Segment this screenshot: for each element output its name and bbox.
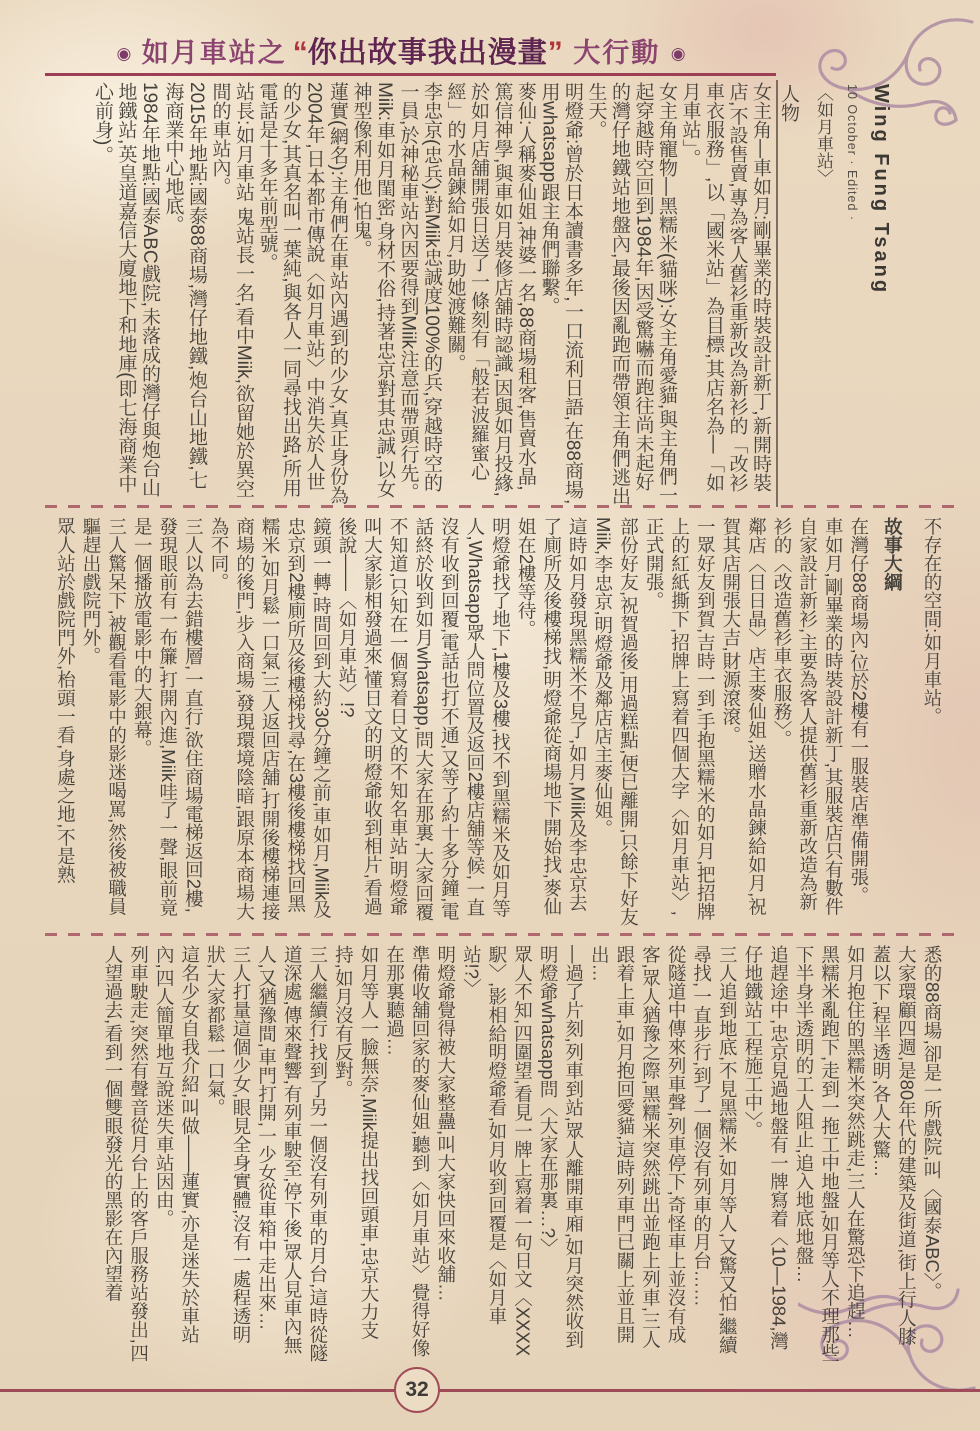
paragraph: 眾人不知,四圍望,看見一牌上寫着一句日文〈XXXX駅〉,影相給明燈爺看,如月收到回覆是〈如月車站!?〉	[461, 945, 534, 1357]
title-suffix: 大行動	[573, 38, 661, 68]
paragraph: 鏡頭一轉,時間回到大約30分鐘之前,車如月,Miik及忠京到2樓廁所及後樓梯找尋,在3樓後樓梯找回黑糯米,如月鬆一口氣,三人返回店舖,打開後樓梯連接商場的後門,步入商場,發現環境陰暗,跟原本商場大為不同。	[208, 517, 333, 921]
paragraph: 三人繼續行,找到了另一個沒有列車的月台,這時從隧道深處,傳來聲響,有列車駛至,停下後,眾人見車內無人,又猶豫間,車門打開,一少女從車箱中走出來…	[256, 945, 329, 1363]
paragraph: 女主角寵物—黑糯米(貓咪):女主角愛貓,與主角們一起穿越時空回到1984年,因受驚嚇而跑往尚未起好的灣仔地鐵站地盤內,最後因亂跑而帶領主角們逃出生天。	[585, 82, 677, 506]
title-bullet-right-icon: ◉	[670, 44, 686, 63]
author-name: Wing Fung Tsang	[870, 84, 892, 296]
paragraph: 鄰店〈日日晶〉店主麥仙姐,送贈水晶鍊給如月,祝賀其店開張大吉,財源滾滾。	[720, 517, 768, 916]
paragraph: 黑糯米亂跑下,走到一拖工中地盤,如月等人不理那些下半身半透明的工人阻止,追入地底地盤…	[794, 945, 841, 1363]
paragraph: 如月等人一臉無奈,Miik提出找回頭車,忠京大力支持,如月沒有反對。	[333, 945, 380, 1340]
paragraph: 車如月,剛畢業的時裝設計新丁,其服裝店只有數件自家設計新衫,主要為客人提供舊衫重新改造為新衫的〈改造舊衫車衣服務〉。	[772, 517, 845, 916]
title-quoted-text: 你出故事我出漫畫	[307, 37, 548, 69]
paragraph: 如月抱住的黑糯米突然跳走,三人在驚恐下追趕…	[845, 945, 867, 1339]
section-divider	[45, 933, 957, 936]
page-number: 32	[394, 1367, 440, 1413]
paragraph: 追趕途中,忠京見過地盤有一牌寫着〈10—1984,灣仔地鐵站工程施工中〉。	[742, 945, 790, 1351]
paragraph: 大家環顧四週,是80年代的建築及街道,街上行人膝蓋以下,程半透明,各人大驚…	[870, 945, 918, 1346]
paragraph: 李忠京(忠兵):對Miik忠誠度100%的兵,穿越時空的一員,於神秘車站內因要得到Miik注意而帶頭行先。	[397, 82, 442, 502]
paragraph: 1984年地點:國泰ABC戲院,未落成的灣仔與炮台山地鐵站,英皇道嘉信大廈地下和地庫(即七海商業中心前身)。	[92, 82, 160, 497]
paragraph: 2015年地點:國泰88商場,灣仔地鐵,炮台山地鐵,七海商業中心地底。	[162, 82, 207, 490]
synopsis-intro: 不存在的空間:如月車站。	[922, 517, 943, 726]
paragraph: 列車駛走,突然有聲音從月台上的客戶服務站發出,四人望過去,看到一個雙眼發光的黑影在內望着	[103, 945, 150, 1363]
paragraph: 從隧道中傳來列車聲,列車停下,奇怪車上並沒有成客,眾人猶豫之際,黑糯米突然跳出並跑上列車,三人跟着上車,如月抱回愛貓,這時列車門已關上並且開出…	[589, 945, 688, 1349]
paragraph: 這名少女自我介紹,叫做——蓮實,亦是迷失於車站內,四人簡單地互說迷失車站因由。	[154, 945, 201, 1344]
paragraph: 三人打量這個少女,眼見全身實體,沒有一處程透明狀,大家都鬆一口氣。	[205, 945, 252, 1344]
paragraph: 三人以為去錯樓層,一直行,欲住商場電梯返回2樓,發現眼前有一布簾,打開內進,Miik哇了一聲,眼前竟是一個播放電影中的大銀幕。	[132, 517, 205, 917]
title-quote-open: “	[292, 36, 308, 69]
title-underline	[45, 73, 776, 76]
paragraph: 這時如月發現黑糯米不見了,如月,Miik及李忠京去了廁所及後樓梯找,明燈爺從商場地下開始找,麥仙姐在2樓等待。	[516, 517, 589, 916]
work-title: 〈如月車站〉	[814, 84, 833, 186]
paragraph: 在灣仔88商場內,位於2樓有一服裝店準備開張。	[848, 517, 870, 905]
paragraph: 眾人站於戲院門外,枱頭一看,身處之地,不是熟	[55, 517, 77, 884]
post-header-sidebar	[780, 84, 892, 508]
paragraph: 部份好友,祝賀過後,用過糕點,便已離開,只餘下好友Miik,李忠京,明燈爺及鄰店店主麥仙姐。	[592, 517, 640, 927]
paragraph: 一眾好友到賀,吉時一到,手抱黑糯米的如月,把招牌上的紅紙撕下,招牌上寫着四個大字〈如月車站〉,正式開張。	[644, 517, 717, 921]
paragraph: 麥仙:人稱麥仙姐,神婆一名,88商場租客,售賣水晶,篤信神學,與車如月裝修店舖時認識,因與如月投緣,於如月店舖開張日送了一條刻有「般若波羅蜜心經」的水晶鍊給如月,助她渡難關。	[444, 82, 536, 497]
paragraph: —過了片刻,列車到站,眾人離開車廂,如月突然收到明燈爺whatsapp問〈大家在那裏…?〉	[538, 945, 585, 1349]
paragraph: 站長:如月車站 鬼站長一名,看中Miik,欲留她於異空間的車站內。	[209, 82, 254, 498]
paragraph: 明燈爺:曾於日本讀書多年,一口流利日語,在88商場,用whatsapp跟主角們聯繫。	[538, 82, 583, 505]
title-prefix: 如月車站之	[141, 38, 287, 68]
title-bullet-left-icon: ◉	[116, 44, 132, 63]
synopsis-heading: 故事大綱	[882, 517, 904, 591]
post-meta: 10 October · Edited ·	[845, 84, 859, 222]
paragraph: 蓮實(網名):主角們在車站內遇到的少女,真正身份為2004年,日本都市傳說〈如月車站〉中消失於人世的少女,其真名叫一葉純,與各人一同尋找出路,所用電話是十多年前型號。	[256, 82, 348, 505]
paragraph: 女主角—車如月:剛畢業的時裝設計新丁,新開時裝店,不設售賣,專為客人舊衫重新改為新衫的「改衫車衣服務」,以「國米站」為目標,其店名為—「如月車站」。	[679, 82, 771, 492]
paragraph: 明燈爺找了地下,1樓及3樓,找不到黑糯米及如月等人,Whatsapp眾人問位置及返回2樓店舖等候,一直沒有收到回覆,電話也打不通,又等了約十多分鐘,電話終於收到如月whatsapp,問大家在那裏,大家回覆不知道,只知在一個寫着日文的不知名車站,明燈爺叫大家影相發過來,懂日文的明燈爺收到相片,看過後說——〈如月車站〉!?	[336, 517, 512, 921]
paragraph: Miik:車如月閨密,身材不俗,持著忠京對其忠誠,以女神型像利用他,怕鬼。	[350, 82, 395, 498]
sidebar-rule	[776, 80, 778, 507]
page-title	[45, 30, 757, 71]
paragraph: 三人追到地底,不見黑糯米,如月等人,又驚又怕,繼續尋找,一直步行,到了一個沒有列車的月台……	[691, 945, 739, 1355]
characters-heading: 人物	[778, 84, 799, 122]
synopsis-paragraphs	[53, 517, 872, 929]
title-quote-close: ”	[547, 36, 563, 69]
paragraph: 明燈爺覺得被大家整蠱,叫大家快回來收舖…	[435, 945, 457, 1302]
characters-section	[45, 82, 772, 506]
paragraph: 悉的88商場,卻是一所戲院,叫〈國泰ABC〉。	[922, 945, 943, 1301]
story-section	[42, 945, 945, 1363]
footer-rule	[0, 1389, 980, 1392]
section-divider	[45, 505, 957, 508]
synopsis-section	[42, 517, 945, 929]
paragraph: 三人驚呆下,被觀看電影中的影迷喝罵,然後被職員驅趕出戲院門外。	[81, 517, 128, 916]
paragraph: 準備收舖回家的麥仙姐,聽到〈如月車站〉覺得好像在那裏聽過…	[384, 945, 432, 1358]
